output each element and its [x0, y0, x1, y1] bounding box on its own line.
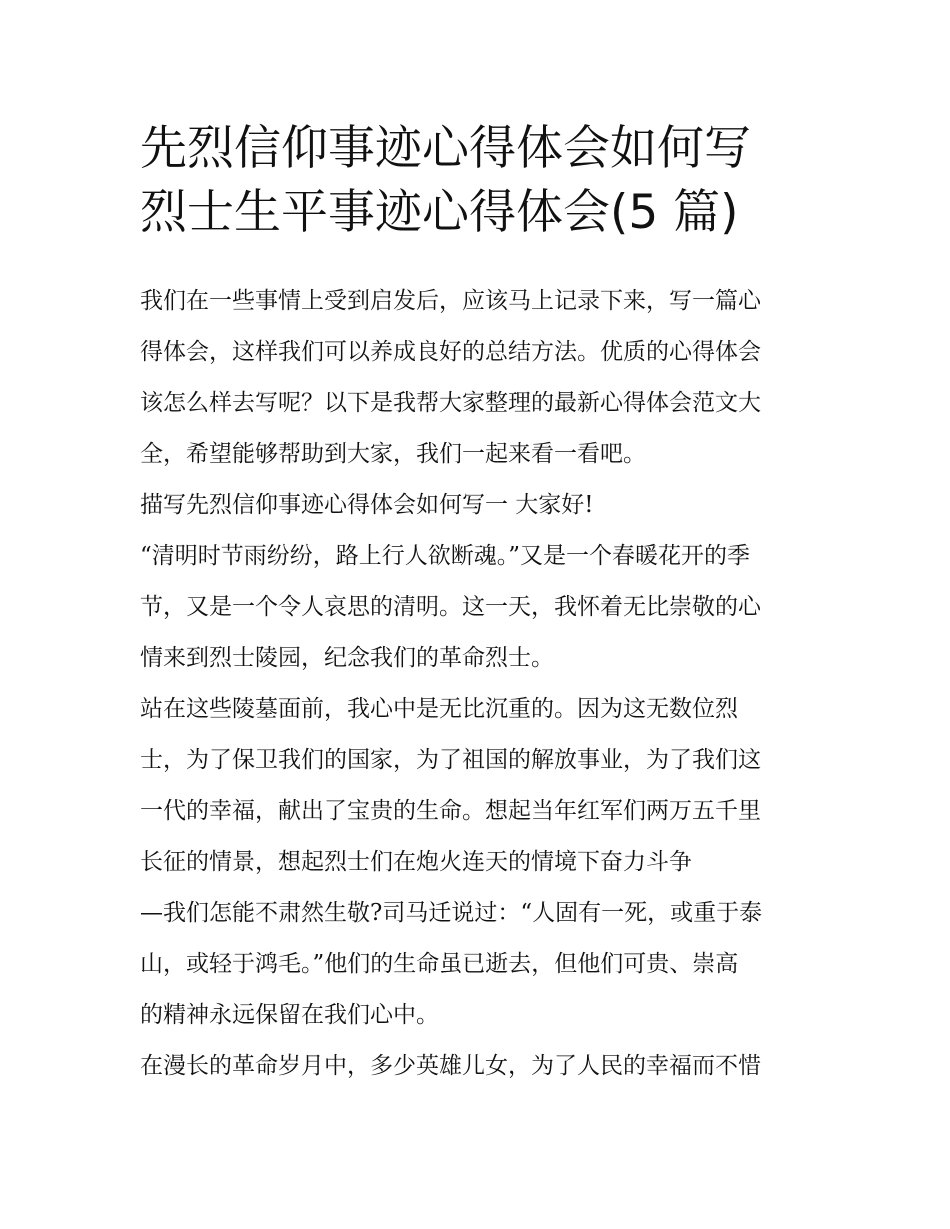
body-line: —我们怎能不肃然生敬?司马迁说过：“人固有一死，或重于泰: [140, 900, 763, 926]
body-line: 长征的情景，想起烈士们在炮火连天的情境下奋力斗争: [140, 849, 692, 875]
document-title: [140, 117, 840, 245]
body-line: 该怎么样去写呢？以下是我帮大家整理的最新心得体会范文大: [140, 390, 761, 416]
body-line: 得体会，这样我们可以养成良好的总结方法。优质的心得体会: [140, 339, 761, 365]
body-line: 的精神永远保留在我们心中。: [140, 1002, 439, 1028]
body-line: 山，或轻于鸿毛。”他们的生命虽已逝去，但他们可贵、崇高: [140, 951, 739, 977]
body-line: 节，又是一个令人哀思的清明。这一天，我怀着无比崇敬的心: [140, 594, 761, 620]
body-line: “清明时节雨纷纷，路上行人欲断魂。”又是一个春暖花开的季: [140, 543, 751, 569]
title-line: 先烈信仰事迹心得体会如何写: [140, 121, 751, 176]
title-line: 烈士生平事迹心得体会(5 篇): [140, 185, 739, 240]
body-line: 在漫长的革命岁月中，多少英雄儿女，为了人民的幸福而不惜: [140, 1053, 761, 1079]
body-line: 站在这些陵墓面前，我心中是无比沉重的。因为这无数位烈: [140, 696, 738, 722]
body-line: 一代的幸福，献出了宝贵的生命。想起当年红军们两万五千里: [140, 798, 761, 824]
body-line: 士，为了保卫我们的国家，为了祖国的解放事业，为了我们这: [140, 747, 761, 773]
body-line: 我们在一些事情上受到启发后，应该马上记录下来，写一篇心: [140, 288, 761, 314]
body-line: 描写先烈信仰事迹心得体会如何写一 大家好!: [140, 492, 594, 518]
body-line: 情来到烈士陵园，纪念我们的革命烈士。: [140, 645, 554, 671]
document-body: [140, 285, 830, 1101]
body-line: 全，希望能够帮助到大家，我们一起来看一看吧。: [140, 441, 646, 467]
